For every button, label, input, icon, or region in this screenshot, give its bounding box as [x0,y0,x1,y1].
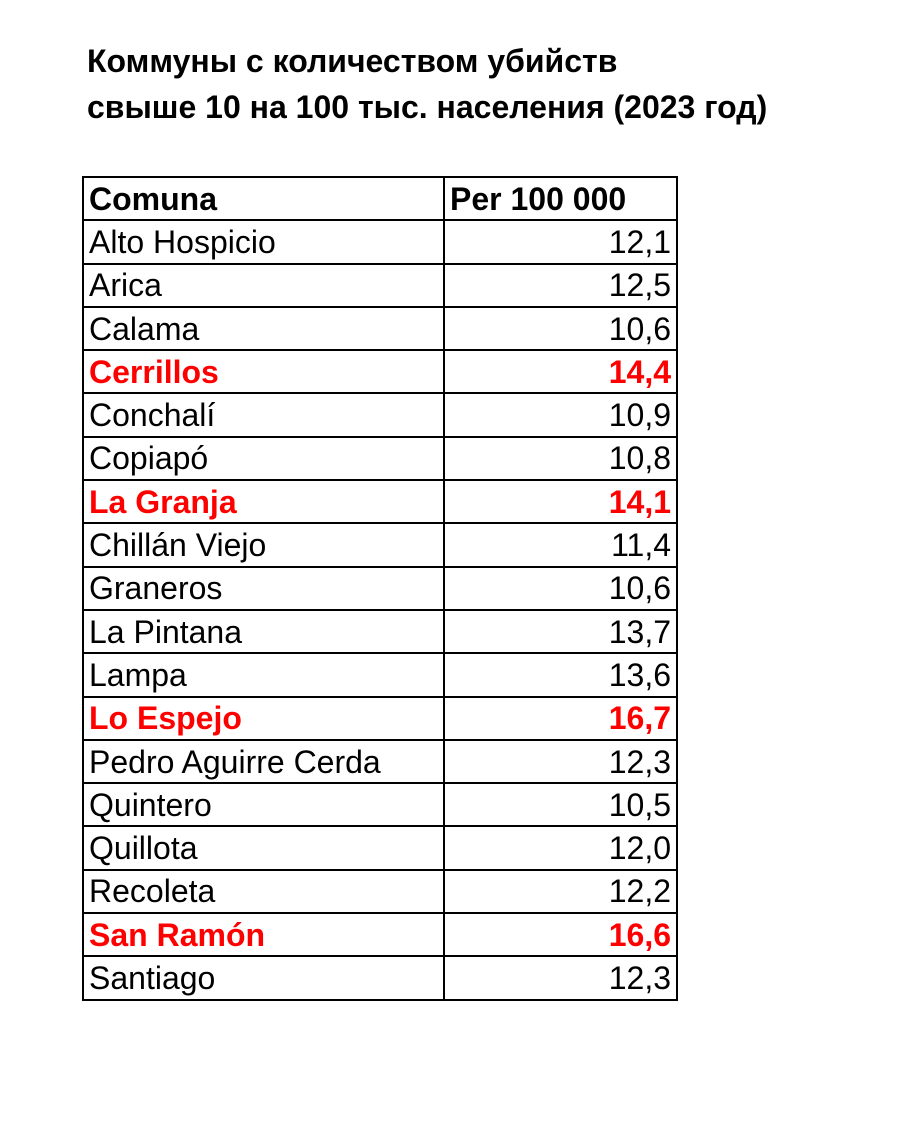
table-row [83,870,677,913]
rate-cell: 16,6 [444,913,677,956]
rate-cell: 10,5 [444,783,677,826]
title-line-2: свыше 10 на 100 тыс. населения (2023 год) [87,89,768,125]
comuna-cell: Quillota [83,826,444,869]
comuna-cell: Lampa [83,653,444,696]
rate-cell: 12,2 [444,870,677,913]
table-row [83,264,677,307]
rate-cell: 11,4 [444,523,677,566]
comuna-cell: La Pintana [83,610,444,653]
table-row [83,220,677,263]
comuna-cell: San Ramón [83,913,444,956]
rate-cell: 13,7 [444,610,677,653]
table-row [83,437,677,480]
rate-cell: 10,6 [444,307,677,350]
table-row [83,783,677,826]
column-header-per-100000: Per 100 000 [444,177,677,220]
comuna-cell: Quintero [83,783,444,826]
rate-cell: 12,3 [444,956,677,999]
comuna-cell: Cerrillos [83,350,444,393]
table-row [83,653,677,696]
table-row [83,350,677,393]
comuna-cell: Graneros [83,567,444,610]
table-row [83,610,677,653]
comuna-cell: Recoleta [83,870,444,913]
rate-cell: 12,5 [444,264,677,307]
table-row [83,740,677,783]
comuna-cell: Calama [83,307,444,350]
table-row [83,480,677,523]
column-header-comuna: Comuna [83,177,444,220]
rate-cell: 16,7 [444,697,677,740]
comuna-cell: Santiago [83,956,444,999]
table-row [83,697,677,740]
table-row [83,523,677,566]
comuna-cell: Conchalí [83,393,444,436]
data-table [82,176,678,1001]
table-header-row [83,177,677,220]
rate-cell: 12,1 [444,220,677,263]
comuna-cell: Copiapó [83,437,444,480]
table-row [83,393,677,436]
rate-cell: 12,3 [444,740,677,783]
table-row [83,913,677,956]
table-row [83,567,677,610]
rate-cell: 10,9 [444,393,677,436]
rate-cell: 10,6 [444,567,677,610]
table-row [83,307,677,350]
rate-cell: 10,8 [444,437,677,480]
rate-cell: 14,1 [444,480,677,523]
comuna-cell: Lo Espejo [83,697,444,740]
rate-cell: 12,0 [444,826,677,869]
comuna-cell: Pedro Aguirre Cerda [83,740,444,783]
title-line-1: Коммуны с количеством убийств [87,43,618,79]
comuna-cell: La Granja [83,480,444,523]
rate-cell: 13,6 [444,653,677,696]
comuna-cell: Arica [83,264,444,307]
table-body [83,220,677,999]
table-row [83,956,677,999]
comuna-cell: Chillán Viejo [83,523,444,566]
comuna-cell: Alto Hospicio [83,220,444,263]
table-row [83,826,677,869]
chart-title [87,38,767,130]
rate-cell: 14,4 [444,350,677,393]
